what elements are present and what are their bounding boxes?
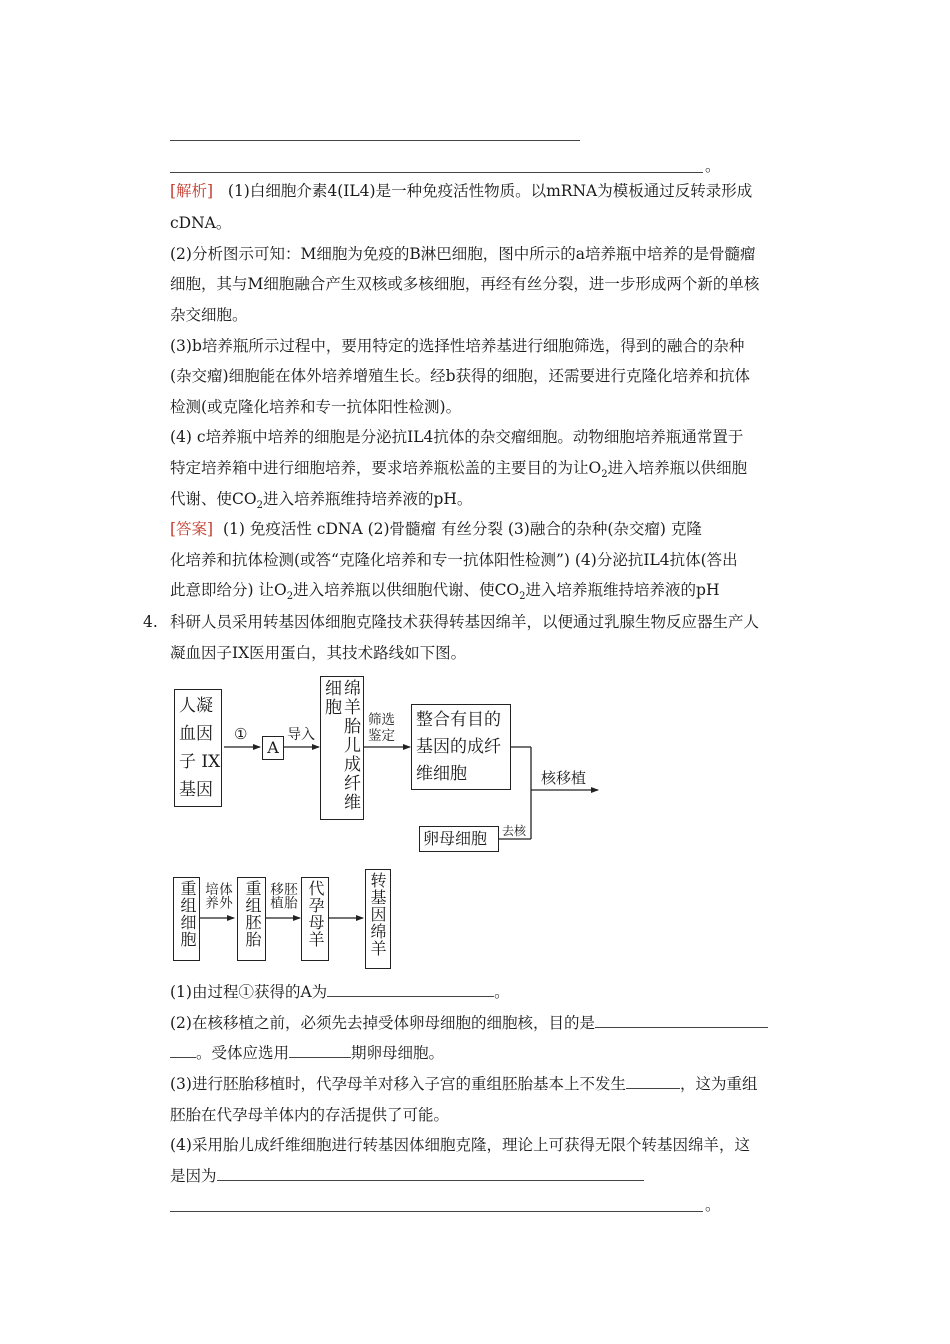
label-identify: 鉴定 [368, 728, 395, 744]
answer-l2: 化培养和抗体检测(或答“克隆化培养和专一抗体阳性检测”) (4)分泌抗IL4抗体(答出 [170, 551, 738, 569]
period-mark: 。 [705, 157, 721, 175]
q1-answer-blank[interactable] [327, 981, 494, 997]
subq4-l1: (4)采用胎儿成纤维细胞进行转基因体细胞克隆，理论上可获得无限个转基因绵羊，这 [170, 1136, 750, 1154]
analysis-p3-l1: (3)b培养瓶所示过程中，要用特定的选择性培养基进行细胞筛选，得到的融合的杂种 [170, 337, 745, 355]
question-stem-l2: 凝血因子IX医用蛋白，其技术路线如下图。 [170, 644, 467, 662]
analysis-p2-l1: (2)分析图示可知：M细胞为免疫的B淋巴细胞，图中所示的a培养瓶中培养的是骨髓瘤 [170, 245, 756, 263]
analysis-p1-l2: cDNA。 [170, 214, 232, 232]
analysis-p3-l3: 检测(或克隆化培养和专一抗体阳性检测)。 [170, 398, 462, 416]
question-stem-l1: 科研人员采用转基因体细胞克隆技术获得转基因绵羊，以便通过乳腺生物反应器生产人 [170, 613, 760, 631]
analysis-p1-l1: [解析] (1)白细胞介素4(IL4)是一种免疫活性物质。以mRNA为模板通过反转录形成 [170, 182, 753, 200]
box-gene: 人凝 血因 子 IX 基因 [174, 689, 222, 807]
label-enucleate: 去核 [502, 824, 527, 838]
analysis-p4-l1: (4) c培养瓶中培养的细胞是分泌抗IL4抗体的杂交瘤细胞。动物细胞培养瓶通常置于 [170, 428, 744, 446]
label-import: 导入 [287, 727, 315, 743]
subq3-l1: (3)进行胚胎移植时，代孕母羊对移入子宫的重组胚胎基本上不发生 ，这为重组 [170, 1075, 758, 1093]
subq4-l2: 是因为 [170, 1165, 644, 1187]
q2-purpose-blank-cont[interactable] [170, 1042, 196, 1058]
q3-answer-blank[interactable] [626, 1073, 680, 1089]
box-fibroblast: 绵羊胎儿成纤维细胞 [320, 676, 364, 820]
box-recombinant-cell: 重组细胞 [173, 877, 200, 961]
box-a: A [262, 736, 284, 760]
analysis-tag: [解析] [170, 182, 214, 200]
q4-period: 。 [705, 1196, 721, 1214]
answer-l1: [答案] (1) 免疫活性 cDNA (2)骨髓瘤 有丝分裂 (3)融合的杂种(杂交瘤) 克隆 [170, 520, 702, 538]
label-step1: ① [234, 725, 248, 743]
label-embryo-transfer: 胚胎移植 [267, 882, 297, 909]
box-surrogate: 代孕母羊 [301, 877, 329, 961]
label-nuclear-transfer: 核移植 [541, 769, 587, 787]
box-recombinant-embryo: 重组胚胎 [237, 877, 266, 961]
subq3-l2: 胚胎在代孕母羊体内的存活提供了可能。 [170, 1106, 450, 1124]
q4-reason-blank[interactable] [217, 1165, 644, 1181]
question-number: 4. [143, 613, 158, 631]
analysis-p4-l3: 代谢、使$CO_2$进入培养瓶维持培养液的pH。 [170, 490, 473, 512]
label-screen: 筛选 [368, 712, 395, 728]
answer-tag: [答案] [170, 520, 214, 538]
box-transgenic-sheep: 转基因绵羊 [365, 869, 391, 969]
box-oocyte: 卵母细胞 [419, 826, 499, 852]
label-in-vitro-culture: 体外培养 [202, 882, 232, 909]
analysis-p2-l3: 杂交细胞。 [170, 306, 248, 324]
q4-reason-blank-2[interactable] [170, 1211, 703, 1212]
subq1: (1)由过程①获得的A为 。 [170, 983, 510, 1001]
q2-purpose-blank[interactable] [595, 1012, 768, 1028]
subq2-l2: 。受体应选用 期卵母细胞。 [170, 1042, 444, 1064]
subq2-l1: (2)在核移植之前，必须先去掉受体卵母细胞的细胞核，目的是 [170, 1012, 768, 1034]
q2-stage-blank[interactable] [289, 1042, 351, 1058]
answer-l3: 此意即给分) 让$O_2$进入培养瓶以供细胞代谢、使$CO_2$进入培养瓶维持培养液的pH [170, 581, 720, 603]
analysis-p2-l2: 细胞，其与M细胞融合产生双核或多核细胞，再经有丝分裂，进一步形成两个新的单核 [170, 275, 760, 293]
analysis-p3-l2: (杂交瘤)细胞能在体外培养增殖生长。经b获得的细胞，还需要进行克隆化培养和抗体 [170, 367, 751, 385]
box-target-cell: 整合有目的 基因的成纤 维细胞 [411, 704, 511, 790]
analysis-p4-l2: 特定培养箱中进行细胞培养，要求培养瓶松盖的主要目的为让$O_2$进入培养瓶以供细胞 [170, 459, 748, 481]
